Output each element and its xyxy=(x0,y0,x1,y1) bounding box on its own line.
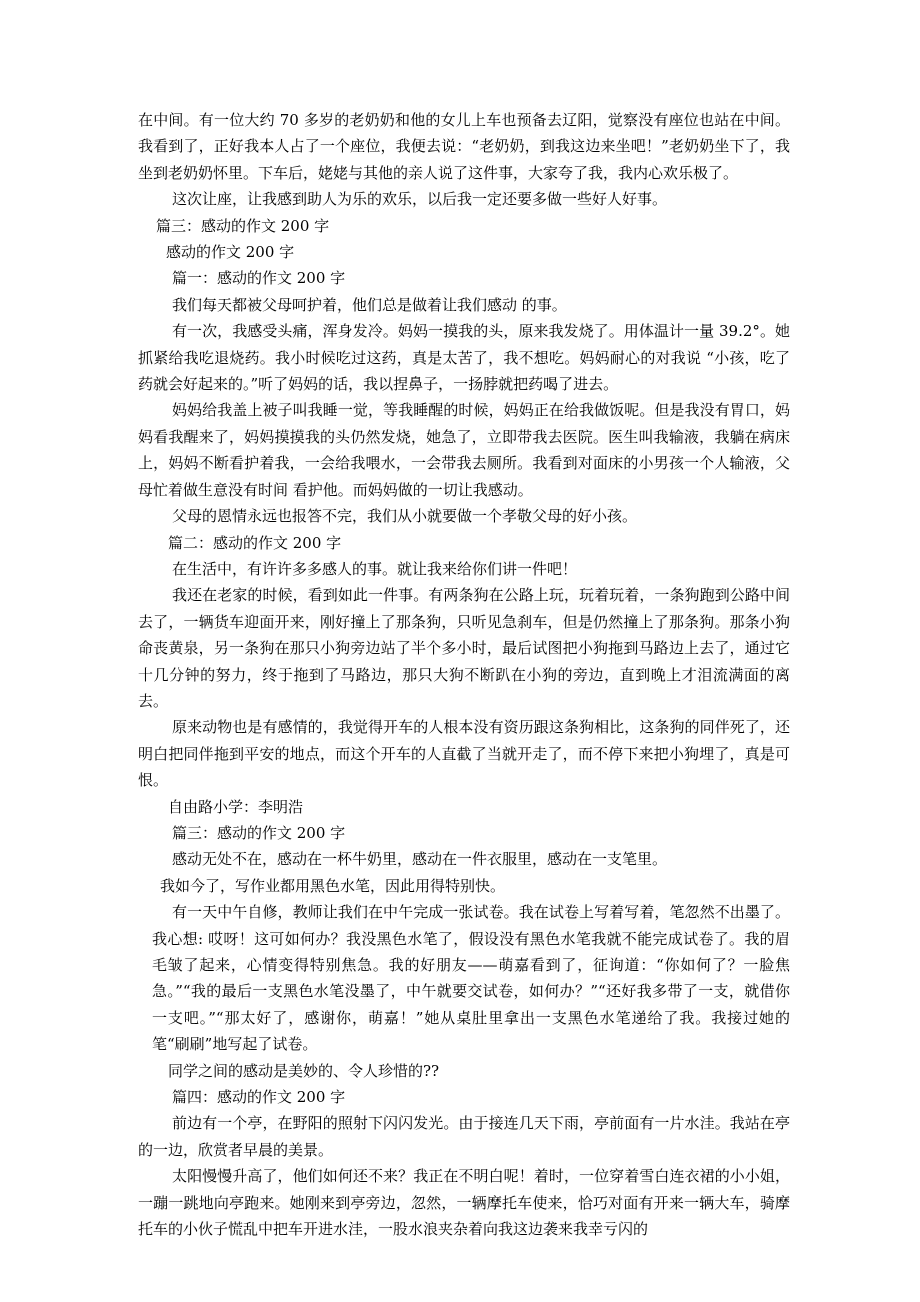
paragraph: 在生活中，有许许多多感人的事。就让我来给你们讲一件吧！ xyxy=(172,559,578,578)
paragraph: 有一天中午自修，教师让我们在中午完成一张试卷。我在试卷上写着写着，笔忽然不出墨了。我心想: 哎呀！这可如何办？我没黑色水笔了，假设没有黑色水笔我就不能完成试卷了。我的眉毛皱了起来，心情变得特别焦急。我的好朋友——萌嘉看到了，征询道：“你如何了？一脸焦急。”“我的最后一支黑色水笔没墨了，中午就要交试卷，如何办？”“还好我多带了一支，就借你一支吧。”“那太好了，感谢你，萌嘉！”她从桌肚里拿出一支黑色水笔递给了我。我接过她的笔“刷刷”地写起了试卷。 xyxy=(152,903,790,1054)
author-line: 自由路小学：李明浩 xyxy=(168,797,304,816)
paragraph: 这次让座，让我感到助人为乐的欢乐，以后我一定还要多做一些好人好事。 xyxy=(172,190,668,209)
paragraph: 太阳慢慢升高了，他们如何还不来？我正在不明白呢！着时，一位穿着雪白连衣裙的小小姐，一蹦一跳地向亭跑来。她刚来到亭旁边，忽然，一辆摩托车使来，恰巧对面有开来一辆大车，骑摩托车的小伙子慌乱中把车开进水洼，一股水浪夹杂着向我这边袭来我幸亏闪的 xyxy=(138,1167,790,1239)
paragraph: 有一次，我感受头痛，浑身发冷。妈妈一摸我的头，原来我发烧了。用体温计一量 39.2°。她抓紧给我吃退烧药。我小时候吃过这药，真是太苦了，我不想吃。妈妈耐心的对我说 “小孩，吃了药就会好起来的。”听了妈妈的话，我以捏鼻子，一扬脖就把药喝了进去。 xyxy=(138,322,790,394)
section-heading: 篇二：感动的作文 200 字 xyxy=(168,533,342,552)
paragraph: 妈妈给我盖上被子叫我睡一觉，等我睡醒的时候，妈妈正在给我做饭呢。但是我没有胃口，妈妈看我醒来了，妈妈摸摸我的头仍然发烧，她急了，立即带我去医院。医生叫我输液，我躺在病床上，妈妈不断看护着我，一会给我喂水，一会带我去厕所。我看到对面床的小男孩一个人输液，父母忙着做生意没有时间 看护他。而妈妈做的一切让我感动。 xyxy=(138,401,790,499)
paragraph: 原来动物也是有感情的，我觉得开车的人根本没有资历跟这条狗相比，这条狗的同伴死了，还明白把同伴拖到平安的地点，而这个开车的人直截了当就开走了，而不停下来把小狗埋了，真是可恨。 xyxy=(138,718,790,790)
section-heading: 感动的作文 200 字 xyxy=(166,243,295,262)
paragraph: 我们每天都被父母呵护着，他们总是做着让我们感动 的事。 xyxy=(172,295,567,314)
paragraph: 父母的恩情永远也报答不完，我们从小就要做一个孝敬父母的好小孩。 xyxy=(172,507,638,526)
document-body xyxy=(138,107,790,1242)
paragraph: 在中间。有一位大约 70 多岁的老奶奶和他的女儿上车也预备去辽阳，觉察没有座位也站在中间。我看到了，正好我本人占了一个座位，我便去说：“老奶奶，到我这边来坐吧！”老奶奶坐下了，我坐到老奶奶怀里。下车后，姥姥与其他的亲人说了这件事，大家夸了我，我内心欢乐极了。 xyxy=(138,111,790,182)
section-heading: 篇三：感动的作文 200 字 xyxy=(172,823,346,842)
paragraph: 前边有一个亭，在野阳的照射下闪闪发光。由于接连几天下雨，亭前面有一片水洼。我站在亭的一边，欣赏者早晨的美景。 xyxy=(138,1114,790,1159)
section-heading: 篇三：感动的作文 200 字 xyxy=(156,216,330,235)
paragraph: 我如今了，写作业都用黑色水笔，因此用得特别快。 xyxy=(160,876,506,895)
section-heading: 篇四：感动的作文 200 字 xyxy=(172,1088,346,1107)
paragraph: 感动无处不在，感动在一杯牛奶里，感动在一件衣服里，感动在一支笔里。 xyxy=(172,850,668,869)
paragraph: 同学之间的感动是美妙的、令人珍惜的?? xyxy=(168,1061,440,1080)
section-heading: 篇一：感动的作文 200 字 xyxy=(172,269,346,288)
paragraph: 我还在老家的时候，看到如此一件事。有两条狗在公路上玩，玩着玩着，一条狗跑到公路中间去了，一辆货车迎面开来，刚好撞上了那条狗，只听见急刹车，但是仍然撞上了那条狗。那条小狗命丧黄泉，另一条狗在那只小狗旁边站了半个多小时，最后试图把小狗拖到马路边上去了，通过它十几分钟的努力，终于拖到了马路边，那只大狗不断趴在小狗的旁边，直到晚上才泪流满面的离去。 xyxy=(138,586,790,710)
